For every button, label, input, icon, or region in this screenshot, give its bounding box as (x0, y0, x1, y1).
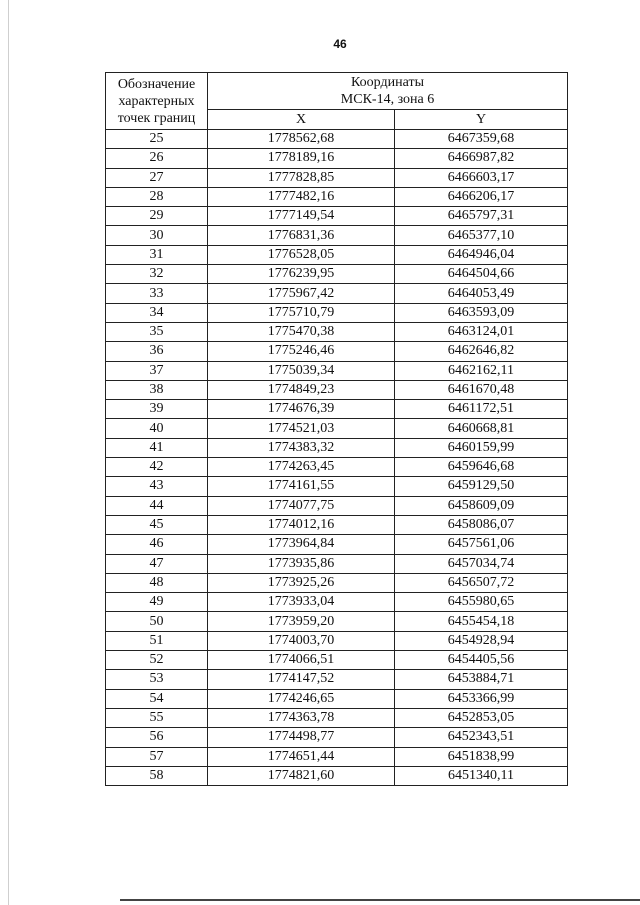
header-designation (106, 73, 208, 130)
y-coordinate-cell: 6466987,82 (395, 149, 568, 168)
point-number-cell: 36 (106, 342, 208, 361)
y-coordinate-cell: 6453366,99 (395, 689, 568, 708)
table-row (106, 728, 568, 747)
x-coordinate-cell: 1774498,77 (208, 728, 395, 747)
y-coordinate-cell: 6465797,31 (395, 207, 568, 226)
table-row (106, 573, 568, 592)
point-number-cell: 40 (106, 419, 208, 438)
y-coordinate-cell: 6465377,10 (395, 226, 568, 245)
x-coordinate-cell: 1778562,68 (208, 130, 395, 149)
x-coordinate-cell: 1775470,38 (208, 322, 395, 341)
y-coordinate-cell: 6467359,68 (395, 130, 568, 149)
x-coordinate-cell: 1773964,84 (208, 535, 395, 554)
y-coordinate-cell: 6456507,72 (395, 573, 568, 592)
x-coordinate-cell: 1774246,65 (208, 689, 395, 708)
point-number-cell: 44 (106, 496, 208, 515)
point-number-cell: 41 (106, 438, 208, 457)
point-number-cell: 56 (106, 728, 208, 747)
table-row (106, 149, 568, 168)
x-coordinate-cell: 1774263,45 (208, 458, 395, 477)
table-row (106, 419, 568, 438)
point-number-cell: 30 (106, 226, 208, 245)
header-designation-line: точек границ (117, 110, 196, 126)
x-coordinate-cell: 1774676,39 (208, 400, 395, 419)
table-row (106, 496, 568, 515)
point-number-cell: 48 (106, 573, 208, 592)
point-number-cell: 29 (106, 207, 208, 226)
table-row (106, 207, 568, 226)
x-coordinate-cell: 1773933,04 (208, 593, 395, 612)
x-coordinate-cell: 1774012,16 (208, 515, 395, 534)
y-coordinate-cell: 6464504,66 (395, 265, 568, 284)
x-coordinate-cell: 1777149,54 (208, 207, 395, 226)
point-number-cell: 54 (106, 689, 208, 708)
point-number-cell: 53 (106, 670, 208, 689)
y-coordinate-cell: 6463124,01 (395, 322, 568, 341)
x-coordinate-cell: 1774383,32 (208, 438, 395, 457)
table-row (106, 477, 568, 496)
coordinates-rows (106, 130, 568, 786)
y-coordinate-cell: 6460159,99 (395, 438, 568, 457)
y-coordinate-cell: 6466603,17 (395, 168, 568, 187)
y-coordinate-cell: 6455980,65 (395, 593, 568, 612)
x-coordinate-cell: 1774363,78 (208, 708, 395, 727)
point-number-cell: 27 (106, 168, 208, 187)
table-row (106, 535, 568, 554)
y-coordinate-cell: 6454405,56 (395, 651, 568, 670)
table-row (106, 651, 568, 670)
y-coordinate-cell: 6459646,68 (395, 458, 568, 477)
table-row (106, 245, 568, 264)
y-coordinate-cell: 6453884,71 (395, 670, 568, 689)
scan-left-edge (8, 0, 9, 905)
table-row (106, 612, 568, 631)
table-row (106, 303, 568, 322)
y-coordinate-cell: 6466206,17 (395, 187, 568, 206)
point-number-cell: 25 (106, 130, 208, 149)
y-coordinate-cell: 6455454,18 (395, 612, 568, 631)
point-number-cell: 49 (106, 593, 208, 612)
point-number-cell: 26 (106, 149, 208, 168)
y-coordinate-cell: 6452853,05 (395, 708, 568, 727)
point-number-cell: 38 (106, 380, 208, 399)
x-coordinate-cell: 1777828,85 (208, 168, 395, 187)
x-coordinate-cell: 1776528,05 (208, 245, 395, 264)
point-number-cell: 58 (106, 766, 208, 785)
y-coordinate-cell: 6451838,99 (395, 747, 568, 766)
x-coordinate-cell: 1775967,42 (208, 284, 395, 303)
x-coordinate-cell: 1776831,36 (208, 226, 395, 245)
y-coordinate-cell: 6463593,09 (395, 303, 568, 322)
x-coordinate-cell: 1774077,75 (208, 496, 395, 515)
y-coordinate-cell: 6452343,51 (395, 728, 568, 747)
x-coordinate-cell: 1775246,46 (208, 342, 395, 361)
x-coordinate-cell: 1774066,51 (208, 651, 395, 670)
table-row (106, 458, 568, 477)
point-number-cell: 50 (106, 612, 208, 631)
point-number-cell: 51 (106, 631, 208, 650)
point-number-cell: 31 (106, 245, 208, 264)
table-row (106, 747, 568, 766)
y-coordinate-cell: 6461172,51 (395, 400, 568, 419)
y-coordinate-cell: 6454928,94 (395, 631, 568, 650)
header-y: Y (395, 110, 568, 130)
table-row (106, 187, 568, 206)
point-number-cell: 43 (106, 477, 208, 496)
point-number-cell: 32 (106, 265, 208, 284)
x-coordinate-cell: 1774849,23 (208, 380, 395, 399)
table-row (106, 670, 568, 689)
x-coordinate-cell: 1775039,34 (208, 361, 395, 380)
y-coordinate-cell: 6451340,11 (395, 766, 568, 785)
coordinates-table (105, 72, 568, 786)
point-number-cell: 52 (106, 651, 208, 670)
x-coordinate-cell: 1775710,79 (208, 303, 395, 322)
table-row (106, 554, 568, 573)
table-row (106, 689, 568, 708)
table-row (106, 265, 568, 284)
y-coordinate-cell: 6464053,49 (395, 284, 568, 303)
point-number-cell: 55 (106, 708, 208, 727)
point-number-cell: 33 (106, 284, 208, 303)
table-row (106, 400, 568, 419)
x-coordinate-cell: 1778189,16 (208, 149, 395, 168)
point-number-cell: 46 (106, 535, 208, 554)
y-coordinate-cell: 6458086,07 (395, 515, 568, 534)
point-number-cell: 42 (106, 458, 208, 477)
point-number-cell: 35 (106, 322, 208, 341)
table-row (106, 593, 568, 612)
y-coordinate-cell: 6464946,04 (395, 245, 568, 264)
table-row (106, 766, 568, 785)
y-coordinate-cell: 6458609,09 (395, 496, 568, 515)
x-coordinate-cell: 1777482,16 (208, 187, 395, 206)
scan-bottom-edge (120, 899, 640, 901)
table-row (106, 284, 568, 303)
table-row (106, 631, 568, 650)
header-coordinates (208, 73, 568, 110)
table-row (106, 380, 568, 399)
point-number-cell: 28 (106, 187, 208, 206)
header-designation-line: характерных (118, 93, 195, 109)
table-row (106, 322, 568, 341)
table-row (106, 708, 568, 727)
table-row (106, 342, 568, 361)
x-coordinate-cell: 1774821,60 (208, 766, 395, 785)
table-row (106, 226, 568, 245)
header-coordinates-line: МСК-14, зона 6 (340, 92, 435, 107)
y-coordinate-cell: 6460668,81 (395, 419, 568, 438)
table-row (106, 168, 568, 187)
point-number-cell: 57 (106, 747, 208, 766)
x-coordinate-cell: 1773935,86 (208, 554, 395, 573)
point-number-cell: 45 (106, 515, 208, 534)
header-coordinates-line: Координаты (351, 75, 424, 90)
y-coordinate-cell: 6462162,11 (395, 361, 568, 380)
page-number: 46 (333, 37, 347, 51)
table-row (106, 130, 568, 149)
header-designation-line: Обозначение (117, 76, 196, 92)
x-coordinate-cell: 1774651,44 (208, 747, 395, 766)
y-coordinate-cell: 6461670,48 (395, 380, 568, 399)
x-coordinate-cell: 1776239,95 (208, 265, 395, 284)
y-coordinate-cell: 6457034,74 (395, 554, 568, 573)
table-row (106, 361, 568, 380)
y-coordinate-cell: 6462646,82 (395, 342, 568, 361)
x-coordinate-cell: 1773959,20 (208, 612, 395, 631)
point-number-cell: 47 (106, 554, 208, 573)
y-coordinate-cell: 6459129,50 (395, 477, 568, 496)
x-coordinate-cell: 1773925,26 (208, 573, 395, 592)
x-coordinate-cell: 1774521,03 (208, 419, 395, 438)
x-coordinate-cell: 1774003,70 (208, 631, 395, 650)
point-number-cell: 34 (106, 303, 208, 322)
y-coordinate-cell: 6457561,06 (395, 535, 568, 554)
header-x: X (208, 110, 395, 130)
point-number-cell: 39 (106, 400, 208, 419)
table-row (106, 438, 568, 457)
table-row (106, 515, 568, 534)
x-coordinate-cell: 1774147,52 (208, 670, 395, 689)
point-number-cell: 37 (106, 361, 208, 380)
x-coordinate-cell: 1774161,55 (208, 477, 395, 496)
